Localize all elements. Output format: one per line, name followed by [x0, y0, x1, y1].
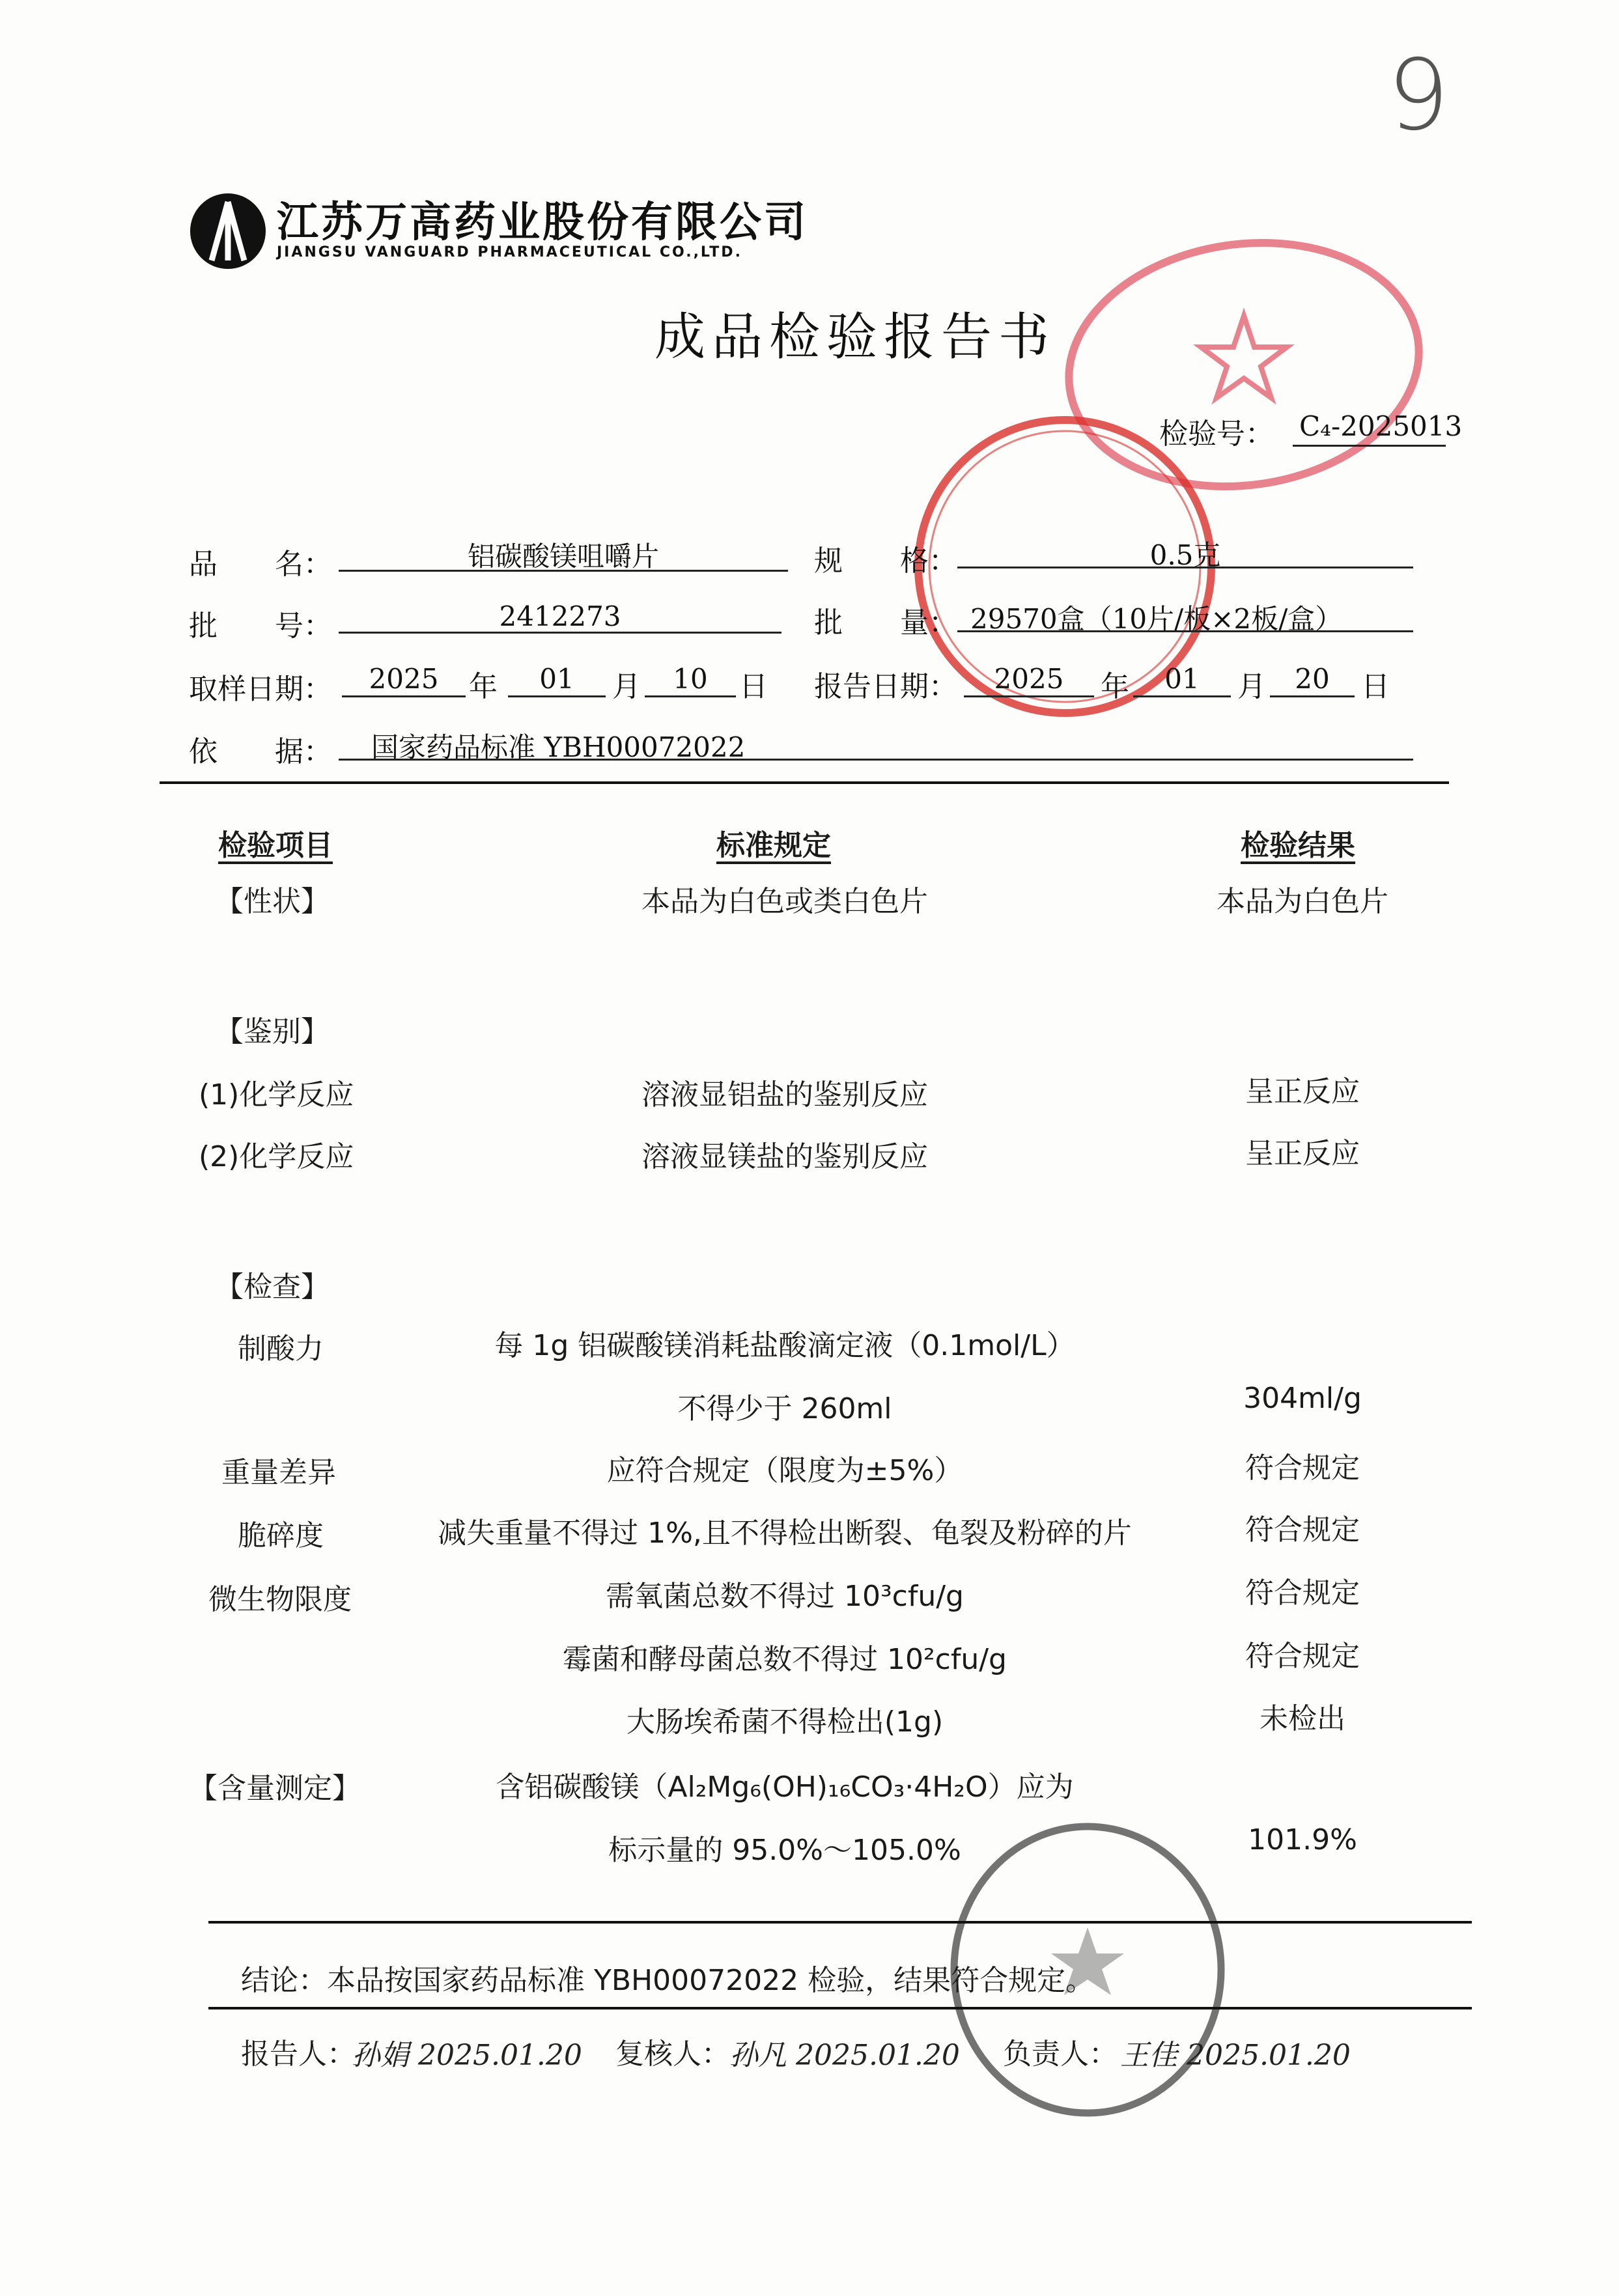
row-result: 本品为白色片 [1217, 885, 1388, 918]
conclusion-top-divider [208, 1921, 1472, 1924]
row-result: 未检出 [1260, 1702, 1345, 1735]
report-month: 01 [1164, 663, 1200, 695]
row-result: 304ml/g [1243, 1382, 1362, 1415]
page-title: 成品检验报告书 [655, 308, 1056, 367]
report-year: 2025 [994, 663, 1064, 695]
reporter-signature: 孙娟 2025.01.20 [352, 2039, 582, 2072]
report-number-label: 检验号： [1159, 417, 1274, 451]
sampling-month: 01 [539, 663, 574, 695]
sampling-day-underline [645, 695, 736, 697]
conclusion-bottom-divider [208, 2007, 1472, 2009]
batch-quantity-value: 29570盒（10片/板×2板/盒） [970, 603, 1343, 635]
row-standard: 减失重量不得过 1%,且不得检出断裂、龟裂及粉碎的片 [438, 1517, 1132, 1550]
row-result: 符合规定 [1245, 1513, 1360, 1547]
row-item: 脆碎度 [238, 1519, 324, 1552]
manager-signature: 王佳 2025.01.20 [1120, 2039, 1351, 2072]
row-item: 重量差异 [221, 1456, 336, 1489]
page-number-mark: 9 [1387, 39, 1450, 152]
batch-number-value: 2412273 [499, 600, 621, 632]
company-name-cn: 江苏万高药业股份有限公司 [277, 199, 808, 247]
header-divider [160, 781, 1449, 784]
report-day-unit: 日 [1361, 670, 1390, 703]
row-standard: 溶液显铝盐的鉴别反应 [641, 1078, 928, 1112]
product-name-label: 品 名： [189, 548, 332, 581]
basis-value: 国家药品标准 YBH00072022 [371, 731, 746, 763]
basis-underline [339, 759, 1413, 761]
report-number-value: C₄-2025013 [1299, 410, 1463, 442]
report-number-underline [1293, 445, 1446, 447]
report-day: 20 [1295, 663, 1330, 695]
row-standard: 含铝碳酸镁（Al₂Mg₆(OH)₁₆CO₃·4H₂O）应为 [496, 1771, 1074, 1804]
report-year-unit: 年 [1101, 670, 1129, 703]
spec-label: 规 格： [814, 544, 957, 578]
row-standard: 不得少于 260ml [677, 1392, 892, 1425]
sampling-year: 2025 [369, 663, 439, 695]
row-item: (1)化学反应 [199, 1078, 354, 1112]
row-item: 【性状】 [215, 885, 330, 918]
row-result: 符合规定 [1245, 1640, 1360, 1673]
row-item: 【鉴别】 [215, 1015, 330, 1048]
report-month-unit: 月 [1237, 670, 1266, 703]
batch-number-underline [339, 632, 781, 634]
row-standard: 标示量的 95.0%～105.0% [608, 1834, 961, 1867]
column-header-item: 检验项目 [218, 829, 333, 862]
row-result: 呈正反应 [1245, 1075, 1360, 1108]
reviewer-signature: 孙凡 2025.01.20 [729, 2039, 960, 2072]
row-standard: 霉菌和酵母菌总数不得过 10²cfu/g [563, 1643, 1007, 1676]
sampling-year-underline [342, 695, 466, 697]
basis-label: 依 据： [189, 735, 332, 768]
batch-number-label: 批 号： [189, 609, 332, 643]
sampling-day: 10 [673, 663, 708, 695]
sampling-month-unit: 月 [612, 670, 641, 703]
sampling-month-underline [508, 695, 606, 697]
row-item: 【含量测定】 [189, 1772, 361, 1805]
report-date-label: 报告日期： [814, 670, 957, 703]
sampling-year-unit: 年 [469, 670, 498, 703]
column-header-result: 检验结果 [1241, 829, 1355, 862]
row-standard: 需氧菌总数不得过 10³cfu/g [606, 1580, 964, 1613]
row-result: 符合规定 [1245, 1576, 1360, 1610]
row-standard: 本品为白色或类白色片 [641, 885, 928, 918]
row-result: 呈正反应 [1245, 1137, 1360, 1170]
row-item: 制酸力 [238, 1332, 324, 1365]
spec-value: 0.5克 [1149, 539, 1221, 571]
product-name-underline [339, 570, 788, 572]
reporter-label: 报告人： [241, 2037, 356, 2071]
row-standard: 应符合规定（限度为±5%） [606, 1454, 963, 1487]
batch-quantity-label: 批 量： [814, 606, 957, 639]
column-header-standard: 标准规定 [716, 829, 831, 862]
report-month-underline [1133, 695, 1231, 697]
batch-quantity-underline [957, 630, 1413, 632]
product-name-value: 铝碳酸镁咀嚼片 [467, 540, 659, 572]
spec-underline [957, 567, 1413, 568]
row-standard: 每 1g 铝碳酸镁消耗盐酸滴定液（0.1mol/L） [494, 1329, 1075, 1362]
row-item: 【检查】 [215, 1270, 330, 1304]
manager-label: 负责人： [1003, 2037, 1118, 2071]
report-day-underline [1270, 695, 1355, 697]
sampling-date-label: 取样日期： [189, 673, 332, 706]
row-standard: 大肠埃希菌不得检出(1g) [626, 1705, 944, 1739]
sampling-day-unit: 日 [739, 670, 768, 703]
company-name-en: JIANGSU VANGUARD PHARMACEUTICAL CO.,LTD. [277, 244, 742, 260]
row-item: (2)化学反应 [199, 1140, 354, 1173]
row-standard: 溶液显镁盐的鉴别反应 [641, 1140, 928, 1173]
company-logo [186, 189, 270, 273]
report-year-underline [964, 695, 1094, 697]
row-item: 微生物限度 [208, 1583, 352, 1616]
row-result: 101.9% [1248, 1823, 1357, 1856]
reviewer-label: 复核人： [615, 2037, 730, 2071]
row-result: 符合规定 [1245, 1451, 1360, 1485]
conclusion-text: 结论：本品按国家药品标准 YBH00072022 检验，结果符合规定。 [241, 1964, 1095, 1997]
